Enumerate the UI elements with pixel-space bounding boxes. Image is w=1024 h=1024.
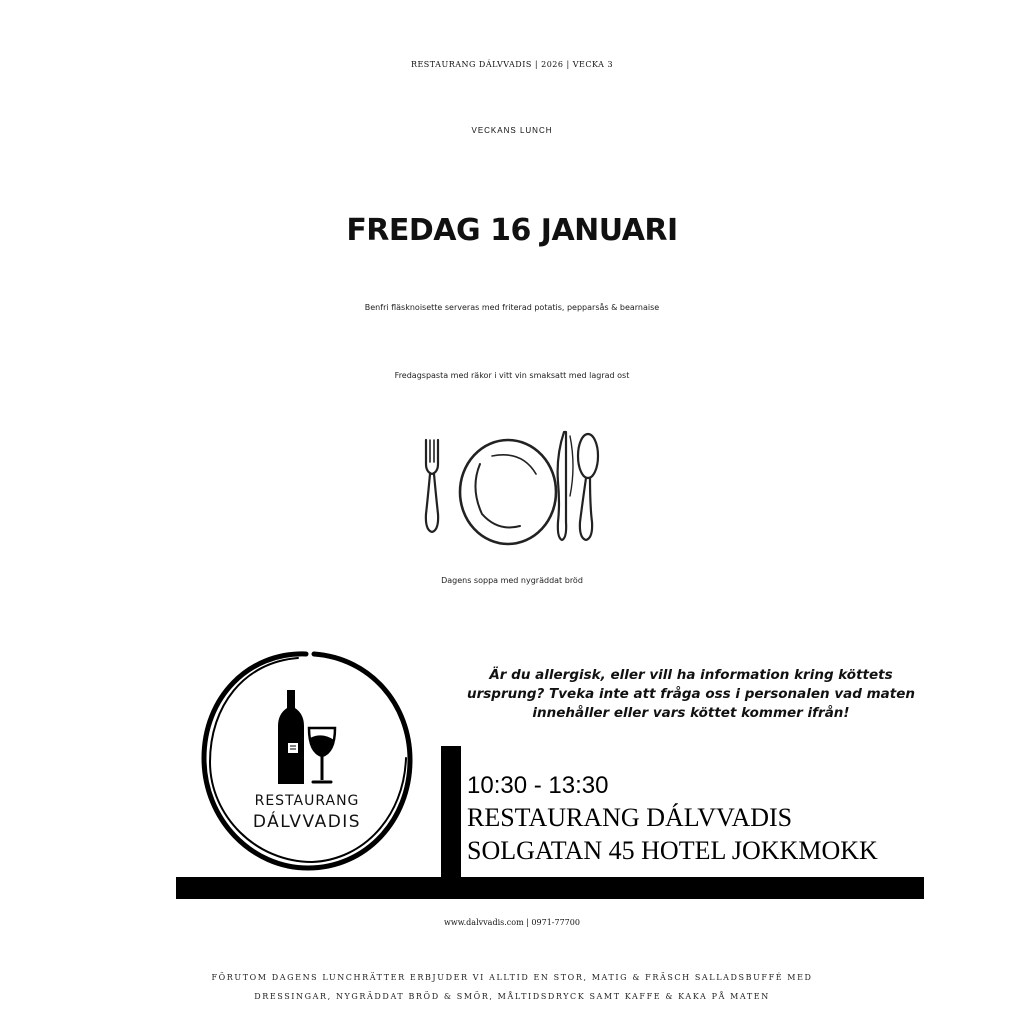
divider-vertical (441, 746, 461, 880)
menu-date: FREDAG 16 JANUARI (346, 213, 678, 248)
allergy-notice: Är du allergisk, eller vill ha information kring köttets ursprung? Tveka inte att fråga oss i personalen vad maten innehåller eller vars köttet kommer ifrån! (466, 667, 916, 721)
wine-bottle-glass-icon (278, 690, 335, 784)
footnote (0, 968, 1024, 1006)
header-subtitle: RESTAURANG DÁLVVADIS | 2026 | VECKA 3 (410, 60, 614, 69)
menu-item-2: Fredagspasta med räkor i vitt vin smaksatt med lagrad ost (394, 371, 630, 380)
restaurant-address: SOLGATAN 45 HOTEL JOKKMOKK (467, 836, 878, 865)
opening-hours: 10:30 - 13:30 (467, 772, 609, 799)
menu-item-3: Dagens soppa med nygräddat bröd (441, 576, 583, 585)
page-title: VECKANS LUNCH (471, 126, 553, 135)
footnote-line-1: FÖRUTOM DAGENS LUNCHRÄTTER ERBJUDER VI ALLTID EN STOR, MATIG & FRÄSCH SALLADSBUFFÉ MED (211, 973, 813, 982)
footnote-line-2: DRESSINGAR, NYGRÄDDAT BRÖD & SMÖR, MÅLTIDSDRYCK SAMT KAFFE & KAKA PÅ MATEN (254, 992, 770, 1001)
divider-horizontal (176, 877, 924, 899)
logo (196, 648, 418, 874)
contact-line: www.dalvvadis.com | 0971-77700 (444, 918, 580, 927)
plate-cutlery-icon (412, 426, 612, 550)
logo-text-restaurang: RESTAURANG (254, 793, 360, 809)
restaurant-name: RESTAURANG DÁLVVADIS (467, 803, 793, 832)
logo-text-name: DÁLVVADIS (252, 812, 362, 832)
menu-item-1: Benfri fläsknoisette serveras med friterad potatis, pepparsås & bearnaise (364, 303, 660, 312)
